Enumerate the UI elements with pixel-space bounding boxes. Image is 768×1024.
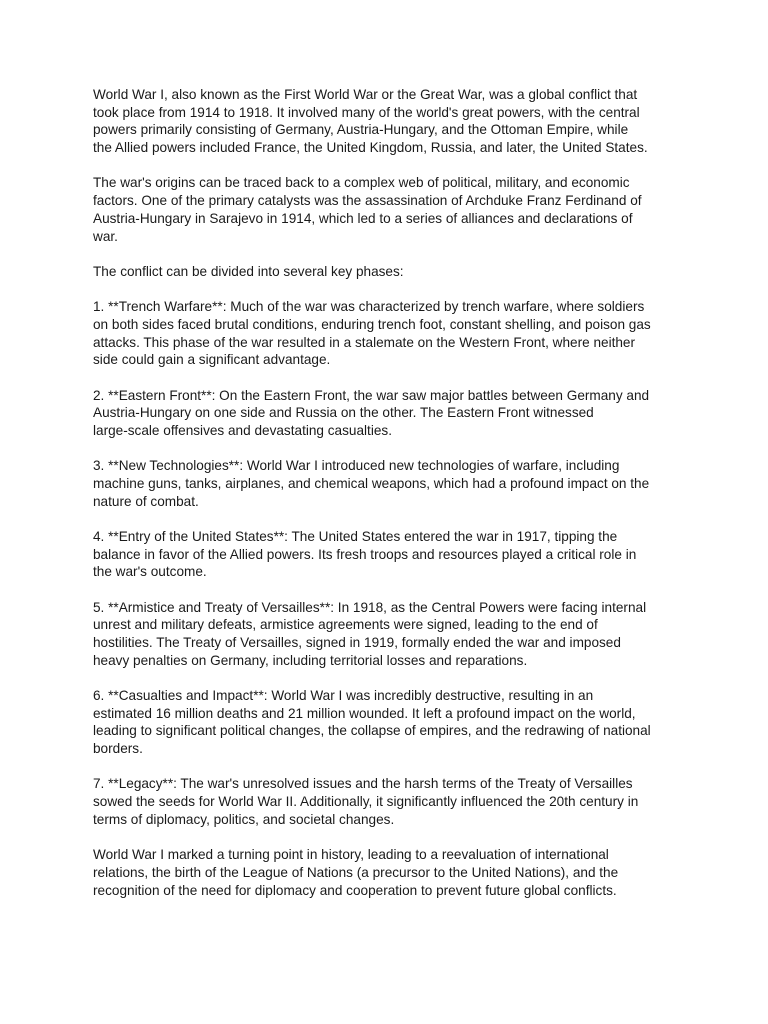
phase-legacy: 7. **Legacy**: The war's unresolved issues and the harsh terms of the Treaty of Versailles sowed the seeds for World War II. Additionally, it significantly influenced the 20th century in terms of diplomacy, politics, and societal changes. [93, 776, 639, 827]
phase-trench-warfare: 1. **Trench Warfare**: Much of the war was characterized by trench warfare, where soldiers on both sides faced brutal conditions, enduring trench foot, constant shelling, and poison gas attacks. This phase of the war resulted in a stalemate on the Western Front, where neither side could gain a significant advantage. [93, 299, 651, 368]
phase-casualties-impact: 6. **Casualties and Impact**: World War I was incredibly destructive, resulting in an estimated 16 million deaths and 21 million wounded. It left a profound impact on the world, leading to significant political changes, the collapse of empires, and the redrawing of national borders. [93, 688, 651, 757]
phase-new-technologies: 3. **New Technologies**: World War I introduced new technologies of warfare, including machine guns, tanks, airplanes, and chemical weapons, which had a profound impact on the nature of combat. [93, 458, 650, 509]
conclusion-paragraph: World War I marked a turning point in history, leading to a reevaluation of international relations, the birth of the League of Nations (a precursor to the United Nations), and the recognition of the need for diplomacy and cooperation to prevent future global conflicts. [93, 847, 619, 898]
phase-entry-united-states: 4. **Entry of the United States**: The United States entered the war in 1917, tipping the balance in favor of the Allied powers. Its fresh troops and resources played a critical role in the war's outcome. [93, 528, 637, 580]
phases-intro-paragraph: The conflict can be divided into several key phases: [93, 263, 404, 279]
phase-armistice-versailles: 5. **Armistice and Treaty of Versailles**: In 1918, as the Central Powers were facing internal unrest and military defeats, armistice agreements were signed, leading to the end of hostilities. The Treaty of Versailles, signed in 1919, formally ended the war and imposed heavy penalties on Germany, including territorial losses and reparations. [93, 599, 647, 668]
phase-eastern-front: 2. **Eastern Front**: On the Eastern Front, the war saw major battles between Germany and Austria-Hungary on one side and Russia on the other. The Eastern Front witnessed large-scale offensives and devastating casualties. [93, 387, 650, 438]
intro-paragraph: World War I, also known as the First World War or the Great War, was a global conflict that took place from 1914 to 1918. It involved many of the world's great powers, with the central powers primarily consisting of Germany, Austria-Hungary, and the Ottoman Empire, while the Allied powers included France, the United Kingdom, Russia, and later, the United States. [93, 87, 648, 156]
document-body [93, 86, 683, 917]
origins-paragraph: The war's origins can be traced back to a complex web of political, military, and economic factors. One of the primary catalysts was the assassination of Archduke Franz Ferdinand of Austria-Hungary in Sarajevo in 1914, which led to a series of alliances and declarations of war. [93, 175, 642, 244]
